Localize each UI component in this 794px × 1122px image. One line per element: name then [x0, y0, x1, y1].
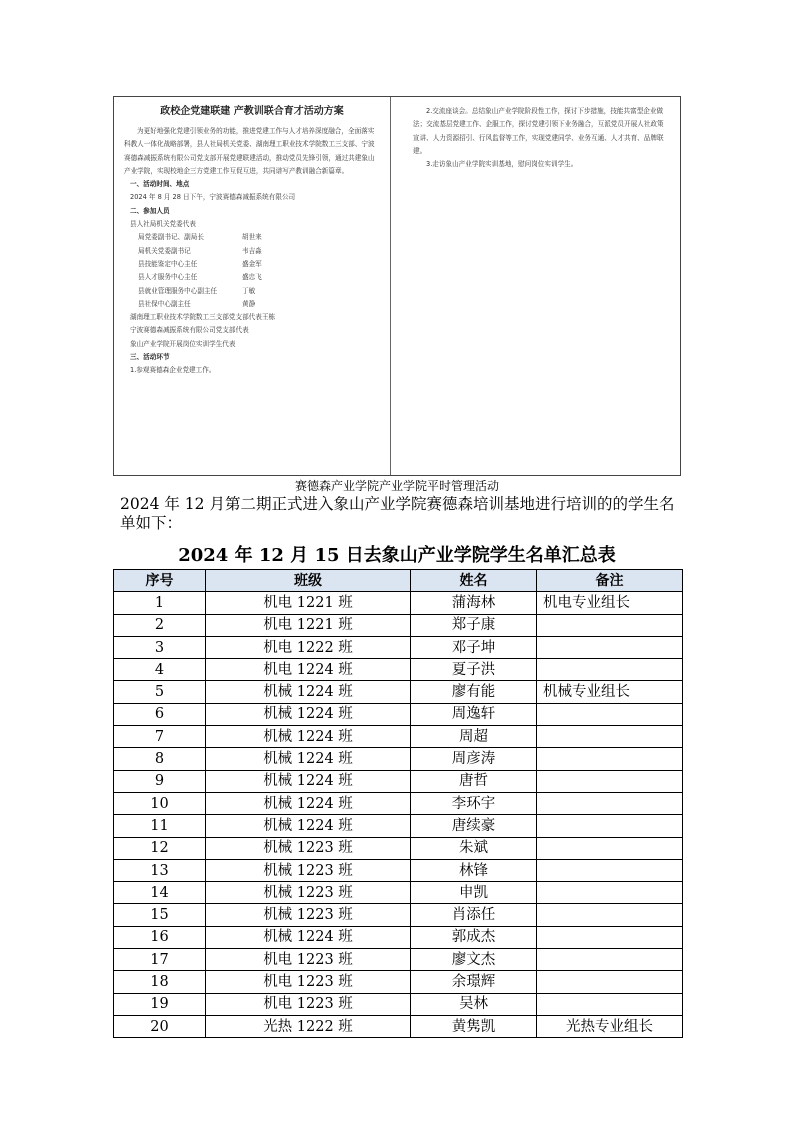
- table-row: [114, 993, 683, 1015]
- cell-name: 郑子康: [411, 614, 537, 636]
- cell-name: 邓子坤: [411, 636, 537, 658]
- cell-index: 16: [114, 926, 206, 948]
- cell-index: 14: [114, 882, 206, 904]
- cell-class: 机械 1224 班: [206, 926, 411, 948]
- embedded-rep-line: 宁波赛德森减振系统有限公司党支部代表: [130, 326, 249, 335]
- table-row: [114, 926, 683, 948]
- table-row: [114, 681, 683, 703]
- cell-name: 余璟辉: [411, 971, 537, 993]
- header-name: 姓名: [411, 570, 537, 592]
- cell-name: 肖添任: [411, 904, 537, 926]
- cell-class: 机械 1223 班: [206, 859, 411, 881]
- cell-class: 机械 1223 班: [206, 882, 411, 904]
- embedded-person-row: [124, 258, 380, 271]
- cell-index: 4: [114, 659, 206, 681]
- cell-name: 蒲海林: [411, 592, 537, 614]
- table-row: [114, 770, 683, 792]
- person-name: 盛金军: [242, 259, 262, 268]
- cell-remark: [537, 949, 683, 971]
- person-role: 县技能鉴定中心主任: [138, 259, 198, 268]
- cell-class: 机械 1224 班: [206, 770, 411, 792]
- cell-name: 周逸轩: [411, 703, 537, 725]
- cell-name: 吴林: [411, 993, 537, 1015]
- cell-index: 13: [114, 859, 206, 881]
- cell-index: 1: [114, 592, 206, 614]
- cell-remark: [537, 904, 683, 926]
- table-row: [114, 792, 683, 814]
- cell-remark: [537, 726, 683, 748]
- embedded-person-row: [124, 298, 380, 311]
- cell-name: 黄隽凯: [411, 1015, 537, 1037]
- cell-index: 18: [114, 971, 206, 993]
- cell-index: 8: [114, 748, 206, 770]
- cell-class: 机械 1224 班: [206, 681, 411, 703]
- table-row: [114, 859, 683, 881]
- cell-class: 机械 1224 班: [206, 726, 411, 748]
- cell-class: 机电 1223 班: [206, 971, 411, 993]
- cell-name: 唐续豪: [411, 815, 537, 837]
- cell-name: 林锋: [411, 859, 537, 881]
- person-role: 局机关党委副书记: [138, 246, 191, 255]
- person-name: 盛忠飞: [242, 273, 262, 282]
- person-role: 县人才服务中心主任: [138, 273, 198, 282]
- cell-remark: [537, 614, 683, 636]
- cell-remark: [537, 792, 683, 814]
- cell-remark: 光热专业组长: [537, 1015, 683, 1037]
- person-role: 县就业管理服务中心副主任: [138, 286, 218, 295]
- cell-remark: [537, 659, 683, 681]
- cell-class: 机械 1224 班: [206, 815, 411, 837]
- cell-index: 20: [114, 1015, 206, 1037]
- cell-remark: [537, 882, 683, 904]
- table-row: [114, 636, 683, 658]
- table-row: [114, 703, 683, 725]
- table-row: [114, 726, 683, 748]
- cell-name: 申凯: [411, 882, 537, 904]
- cell-remark: 机电专业组长: [537, 592, 683, 614]
- embedded-person-row: [124, 285, 380, 298]
- cell-remark: [537, 971, 683, 993]
- intro-paragraph: 2024 年 12 月第二期正式进入象山产业学院赛德森培训基地进行培训的的学生名单如下：: [120, 495, 675, 532]
- cell-index: 5: [114, 681, 206, 703]
- cell-class: 机电 1224 班: [206, 659, 411, 681]
- cell-remark: [537, 770, 683, 792]
- embedded-right-page: [391, 97, 680, 475]
- table-row: [114, 592, 683, 614]
- embedded-steps-right: [413, 105, 668, 171]
- cell-name: 廖文杰: [411, 949, 537, 971]
- cell-name: 唐哲: [411, 770, 537, 792]
- cell-name: 李环宇: [411, 792, 537, 814]
- table-row: [114, 748, 683, 770]
- header-index: 序号: [114, 570, 206, 592]
- embedded-people-list: [124, 231, 380, 311]
- cell-name: 周超: [411, 726, 537, 748]
- table-row: [114, 949, 683, 971]
- cell-remark: [537, 748, 683, 770]
- cell-class: 机械 1224 班: [206, 792, 411, 814]
- embedded-person-row: [124, 245, 380, 258]
- embedded-intro: 为更好地强化党建引领业务的功能，推进党建工作与人才培养深度融合，全面落实科教人一体化战略部署，县人社局机关党委、湖南理工职业技术学院数工三支部、宁波赛德森减振系统有限公司党支部开展党建联建活动，推动党员先锋引领，通过共建象山产业学院，实现校地企三方党建工作互促互进，共同谱写产教训融合新篇章。: [124, 127, 375, 175]
- embedded-group-label: 县人社局机关党委代表: [130, 220, 196, 229]
- cell-index: 9: [114, 770, 206, 792]
- table-row: [114, 882, 683, 904]
- table-row: [114, 815, 683, 837]
- embedded-rep-line: 象山产业学院开展岗位实训学生代表: [130, 339, 236, 348]
- cell-index: 17: [114, 949, 206, 971]
- cell-remark: [537, 926, 683, 948]
- cell-remark: 机械专业组长: [537, 681, 683, 703]
- cell-name: 郭成杰: [411, 926, 537, 948]
- embedded-person-row: [124, 231, 380, 244]
- cell-remark: [537, 703, 683, 725]
- embedded-person-row: [124, 271, 380, 284]
- cell-remark: [537, 815, 683, 837]
- cell-class: 机械 1224 班: [206, 748, 411, 770]
- cell-name: 朱斌: [411, 837, 537, 859]
- person-name: 黄静: [242, 299, 256, 308]
- cell-remark: [537, 993, 683, 1015]
- cell-remark: [537, 837, 683, 859]
- cell-index: 15: [114, 904, 206, 926]
- table-row: [114, 659, 683, 681]
- cell-class: 机械 1223 班: [206, 904, 411, 926]
- embedded-other-reps: [124, 311, 380, 351]
- cell-index: 19: [114, 993, 206, 1015]
- header-class: 班级: [206, 570, 411, 592]
- embedded-title: 政校企党建联建 产教训联合育才活动方案: [160, 106, 344, 117]
- cell-index: 6: [114, 703, 206, 725]
- table-row: [114, 971, 683, 993]
- cell-name: 廖有能: [411, 681, 537, 703]
- embedded-steps-left: [124, 364, 380, 377]
- cell-class: 机电 1221 班: [206, 592, 411, 614]
- table-row: [114, 904, 683, 926]
- cell-class: 机电 1221 班: [206, 614, 411, 636]
- embedded-section3-title: 三、活动环节: [130, 353, 170, 362]
- cell-index: 12: [114, 837, 206, 859]
- cell-index: 10: [114, 792, 206, 814]
- person-name: 胡世来: [242, 233, 262, 242]
- embedded-section2-title: 二、参加人员: [130, 206, 170, 215]
- table-row: [114, 837, 683, 859]
- cell-remark: [537, 636, 683, 658]
- cell-name: 周彦涛: [411, 748, 537, 770]
- embedded-step: 3.走访象山产业学院实训基地，慰问岗位实训学生。: [426, 160, 578, 169]
- embedded-rep-line: 湖南理工职业技术学院数工三支部党支部代表王栋: [130, 313, 276, 322]
- table-row: [114, 614, 683, 636]
- cell-class: 机电 1223 班: [206, 949, 411, 971]
- cell-remark: [537, 859, 683, 881]
- cell-index: 7: [114, 726, 206, 748]
- embedded-document-image: [113, 96, 681, 476]
- person-name: 丁敏: [242, 286, 256, 295]
- embedded-step: 1.参观赛德森企业党建工作。: [130, 366, 216, 375]
- cell-class: 机械 1223 班: [206, 837, 411, 859]
- table-row: [114, 1015, 683, 1037]
- embedded-section1-text: 2024 年 8 月 28 日下午，宁波赛德森减振系统有限公司: [130, 193, 296, 202]
- embedded-left-page: [114, 97, 391, 475]
- table-header-row: [114, 570, 683, 592]
- cell-class: 机电 1222 班: [206, 636, 411, 658]
- embedded-step: 2.交流座谈会。总结象山产业学院阶段性工作，探讨下步措施，技能共富型企业做法；交流基层党建工作、企服工作，探讨党建引领下业务融合，互派党员开展人社政策宣讲、人力资源招引、行风监督等工作，实现党建同学、业务互通、人才共育、品牌联建。: [413, 107, 664, 155]
- cell-index: 11: [114, 815, 206, 837]
- embedded-section1-title: 一、活动时间、地点: [130, 180, 190, 189]
- cell-class: 光热 1222 班: [206, 1015, 411, 1037]
- cell-class: 机械 1224 班: [206, 703, 411, 725]
- cell-class: 机电 1223 班: [206, 993, 411, 1015]
- person-role: 县社保中心副主任: [138, 299, 191, 308]
- cell-name: 夏子洪: [411, 659, 537, 681]
- image-caption: 赛德森产业学院产业学院平时管理活动: [294, 479, 499, 493]
- header-remark: 备注: [537, 570, 683, 592]
- cell-index: 3: [114, 636, 206, 658]
- person-name: 韦吉淼: [242, 246, 262, 255]
- person-role: 局党委副书记、副局长: [138, 233, 204, 242]
- table-title: 2024 年 12 月 15 日去象山产业学院学生名单汇总表: [178, 545, 616, 566]
- student-list-table: [113, 569, 683, 1038]
- cell-index: 2: [114, 614, 206, 636]
